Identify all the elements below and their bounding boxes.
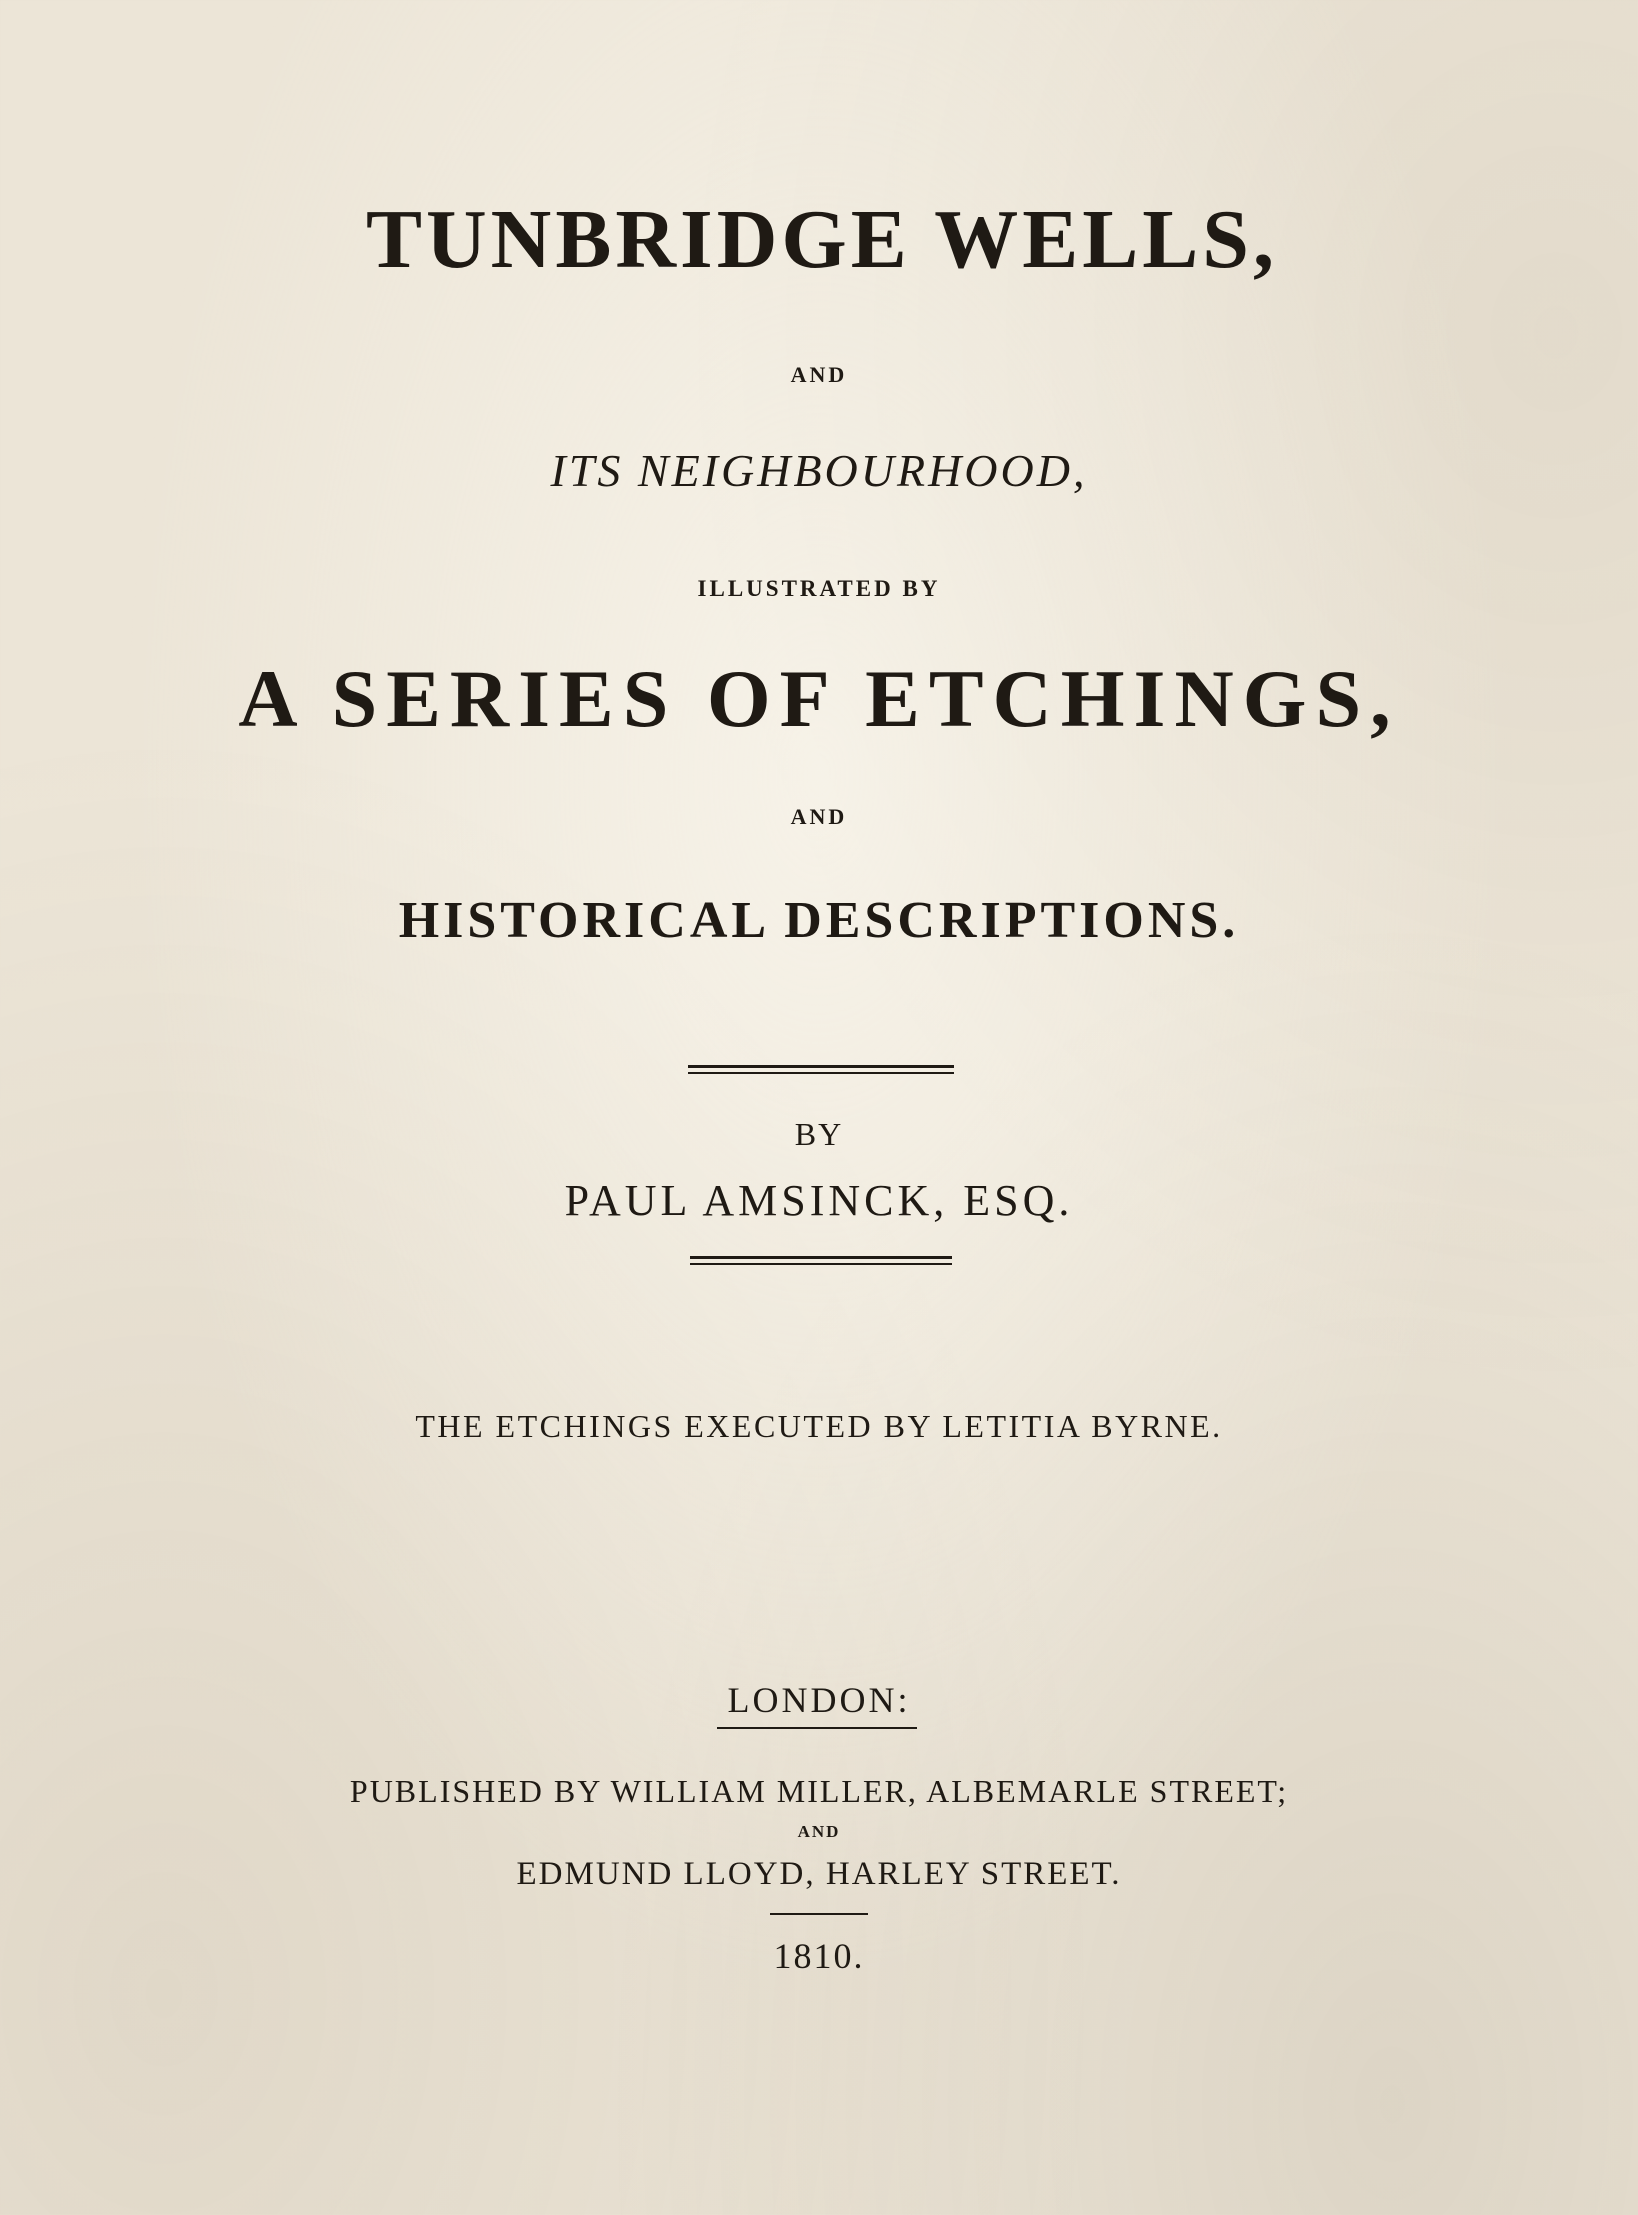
historical-descriptions-heading: HISTORICAL DESCRIPTIONS.: [398, 892, 1240, 949]
illustrated-by-label: ILLUSTRATED BY: [697, 576, 941, 601]
imprint-year: 1810.: [773, 1936, 865, 1976]
year-rule: [770, 1913, 868, 1915]
double-rule-divider-bottom: [690, 1256, 952, 1265]
book-subtitle: ITS NEIGHBOURHOOD,: [550, 445, 1088, 496]
etchings-credit: THE ETCHINGS EXECUTED BY LETITIA BYRNE.: [415, 1408, 1223, 1444]
imprint-place-underline: [717, 1727, 917, 1729]
series-of-etchings-heading: A SERIES OF ETCHINGS,: [238, 653, 1400, 744]
imprint-conjunction-and: AND: [797, 1822, 841, 1841]
imprint-publisher-1: PUBLISHED BY WILLIAM MILLER, ALBEMARLE STREET;: [349, 1773, 1289, 1809]
imprint-publisher-2: EDMUND LLOYD, HARLEY STREET.: [516, 1856, 1122, 1892]
double-rule-divider-top: [688, 1065, 954, 1074]
author-name: PAUL AMSINCK, ESQ.: [564, 1176, 1074, 1225]
book-title: TUNBRIDGE WELLS,: [365, 193, 1279, 286]
imprint-place: LONDON:: [727, 1680, 911, 1720]
conjunction-and-1: AND: [790, 362, 848, 387]
by-label: BY: [794, 1116, 844, 1152]
conjunction-and-2: AND: [790, 804, 848, 829]
